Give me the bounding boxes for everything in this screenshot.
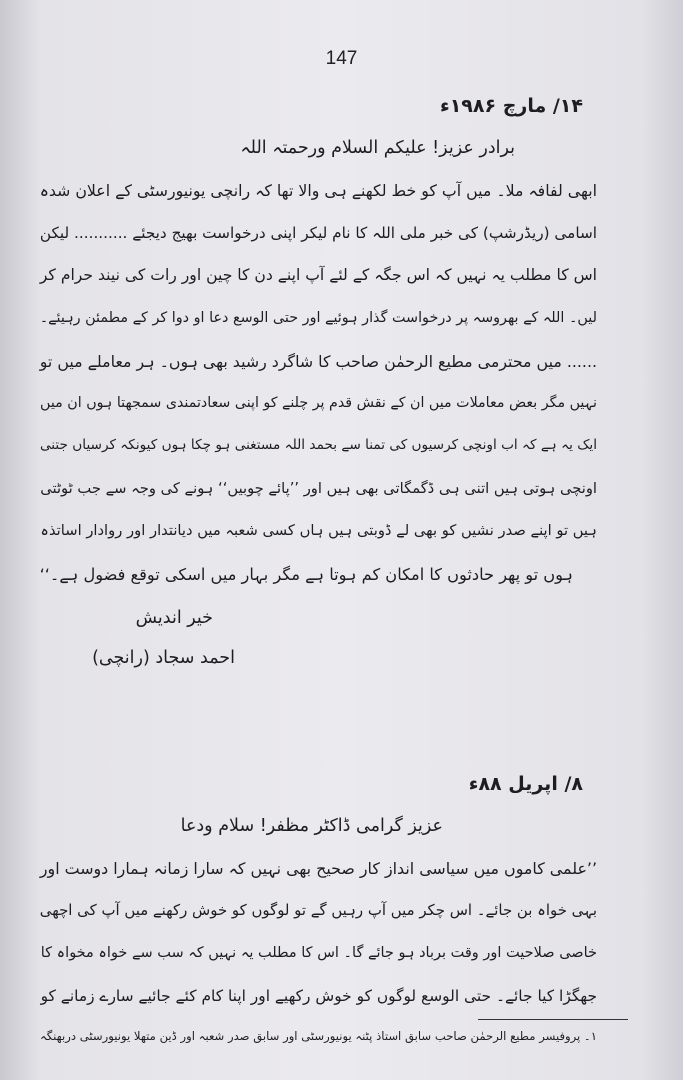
letter2-line-2: بہی خواہ بن جائے۔ اس چکر میں آپ رہیں گے تو لوگوں کو خوش رکھنے میں آپ کی اچھی [39,901,597,919]
letter1-salutation: برادر عزیز! علیکم السلام ورحمتہ اللہ [240,138,515,158]
letter1-line-1: ابھی لفافہ ملا۔ میں آپ کو خط لکھنے ہی والا تھا کہ رانچی یونیورسٹی کے اعلان شدہ [39,181,597,200]
letter1-line-5: ...... میں محترمی مطیع الرحمٰن صاحب کا شاگرد رشید بھی ہوں۔ ہر معاملے میں تو [39,352,597,371]
letter2-salutation: عزیز گرامی ڈاکٹر مظفر! سلام ودعا [180,816,443,836]
letter1-line-7: ایک یہ ہے کہ اب اونچی کرسیوں کی تمنا سے بحمد اللہ مستغنی ہو چکا ہوں کیونکہ کرسیاں جتنی [39,437,597,453]
letter1-closing: خیر اندیش [135,608,213,628]
page-number: 147 [325,48,358,69]
letter1-line-3: اس کا مطلب یہ نہیں کہ اس جگہ کے لئے آپ اپنے دن کا چین اور رات کی نیند حرام کر [39,266,597,284]
letter1-line-4: لیں۔ اللہ کے بھروسہ پر درخواست گذار ہوئیے اور حتی الوسع دعا او دوا کر کے مطمئن رہیئے۔ [39,310,597,326]
letter2-line-1: ’’علمی کاموں میں سیاسی انداز کار صحیح بھی نہیں کہ سارا زمانہ ہمارا دوست اور [39,859,597,878]
letter1-line-10: ہوں تو پھر حادثوں کا امکان کم ہوتا ہے مگر بہار میں اسکی توقع فضول ہے۔‘‘ [39,565,573,584]
letter2-line-3: خاصی صلاحیت اور وقت برباد ہو جائے گا۔ اس کا مطلب یہ نہیں کہ سب سے خواہ مخواہ کا [40,945,597,961]
footnote: ۱۔ پروفیسر مطیع الرحمٰن صاحب سابق استاذ پٹنہ یونیورسٹی اور سابق صدر شعبہ اور ڈین متھلا یونیورسٹی دربھنگہ [39,1029,597,1043]
letter2-date: ۸/ اپریل ۸۸ء [468,773,583,795]
letter1-line-6: نہیں مگر بعض معاملات میں ان کے نقش قدم پر چلنے کو اپنی سعادتمندی سمجھتا ہوں ان میں [40,395,597,411]
letter1-line-8: اونچی ہوتی ہیں اتنی ہی ڈگمگاتی بھی ہیں اور ’’پائے چوبیں‘‘ ہونے کی وجہ سے جب ٹوٹتی [40,480,597,497]
footnote-separator [478,1019,628,1020]
letter1-line-9: ہیں تو اپنے صدر نشیں کو بھی لے ڈوبتی ہیں ہاں کسی شعبہ میں دیانتدار اور روادار اساتذہ [40,522,597,539]
letter1-signature: احمد سجاد (رانچی) [92,648,235,668]
letter1-line-2: اسامی (ریڈرشپ) کی خبر ملی اللہ کا نام لیکر اپنی درخواست بھیج دیجئے ........... لیکن [39,224,597,242]
letter1-date: ۱۴/ مارچ ۱۹۸۶ء [439,95,583,117]
letter2-line-4: جھگڑا کیا جائے۔ حتی الوسع لوگوں کو خوش رکھیے اور اپنا کام کئے جائیے سارے زمانے کو [40,987,597,1005]
